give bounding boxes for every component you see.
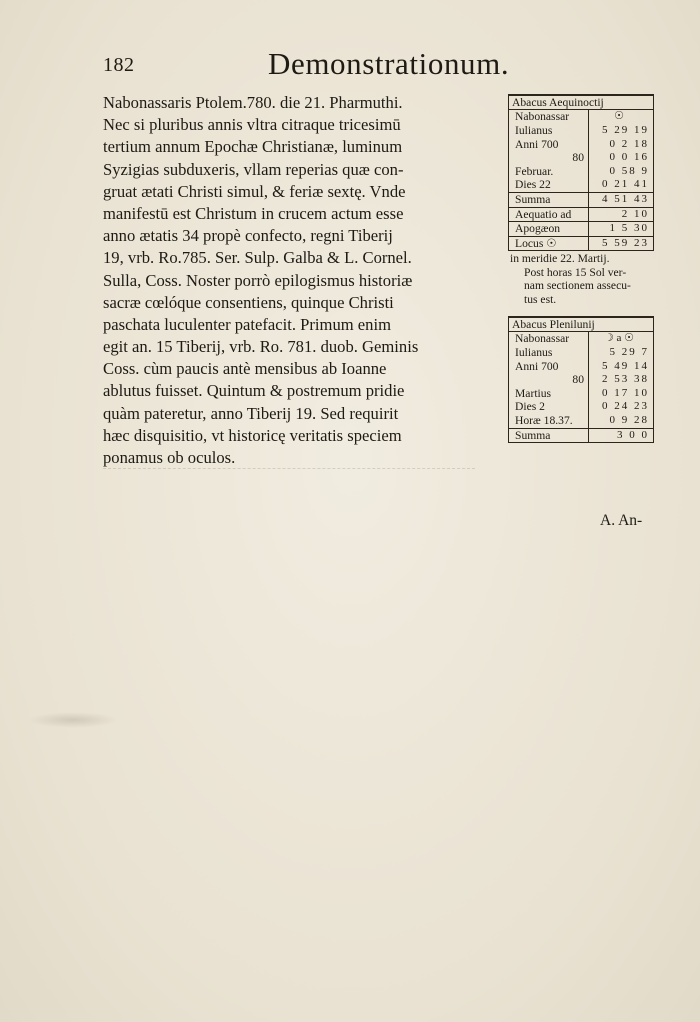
row-value: 0 2 18 — [609, 137, 649, 150]
table-row — [509, 414, 653, 428]
note-line: in meridie 22. Martij. — [510, 252, 610, 266]
table-row — [509, 387, 653, 401]
body-line: paschata luculenter patefacit. Primum enim — [103, 314, 391, 334]
apogaeon-row — [509, 221, 653, 236]
body-line: Nabonassaris Ptolem.780. die 21. Pharmuthi. — [103, 93, 403, 112]
table-row — [509, 360, 653, 374]
faint-show-through — [103, 468, 475, 469]
table-row — [509, 332, 653, 346]
row-label: 80 — [509, 151, 589, 165]
locus-value: 5 59 23 — [602, 236, 649, 249]
body-line: 19, vrb. Ro.785. Ser. Sulp. Galba & L. Cornel. — [103, 248, 412, 268]
row-label: Nabonassar — [509, 332, 589, 346]
body-line: hæc disquisitio, vt historicę veritatis speciem — [103, 425, 402, 445]
table-row — [509, 400, 653, 414]
row-label: Nabonassar — [509, 110, 589, 124]
row-value: 0 21 41 — [602, 178, 649, 191]
summa-label: Summa — [509, 429, 589, 443]
note-line: nam sectionem assecu- — [524, 279, 631, 293]
body-line: sacræ cœlóque consentiens, quinque Christi — [103, 292, 394, 312]
row-value: 0 24 23 — [602, 400, 649, 413]
row-value: 0 17 10 — [602, 386, 649, 399]
body-line: anno ætatis 34 propè confecto, regni Tiberij — [103, 226, 393, 246]
row-value: 5 29 19 — [602, 124, 649, 136]
abacus-aequinoctij-table — [508, 94, 654, 251]
row-label: Iulianus — [509, 346, 589, 360]
sun-symbol: ☉ — [614, 110, 624, 123]
table-row — [509, 110, 653, 124]
body-line: Nec si pluribus annis vltra citraque tricesimū — [103, 115, 401, 135]
body-line: Syzigias subduxeris, vllam reperias quæ con- — [103, 159, 404, 179]
locus-label: Locus ☉ — [509, 237, 589, 251]
table-row — [509, 346, 653, 360]
row-label: Anni 700 — [509, 360, 589, 374]
row-value: 0 58 9 — [609, 164, 649, 177]
ink-smudge — [28, 712, 118, 728]
body-line: ponamus ob oculos. — [103, 448, 236, 467]
row-label: Iulianus — [509, 124, 589, 138]
running-head: Demonstrationum. — [268, 46, 510, 81]
aequatio-value: 2 10 — [621, 207, 649, 220]
summa-value: 3 0 0 — [617, 428, 649, 441]
body-line: gruat ætati Christi simul, & feriæ sextę. Vnde — [103, 181, 406, 201]
row-value: 0 9 28 — [609, 413, 649, 426]
equinox-note — [508, 251, 654, 306]
catchword: A. An- — [600, 512, 643, 529]
row-value: 5 29 7 — [609, 345, 649, 358]
note-line: tus est. — [524, 292, 557, 306]
body-line: egit an. 15 Tiberij, vrb. Ro. 781. duob. Geminis — [103, 337, 419, 357]
summa-value: 4 51 43 — [602, 192, 649, 205]
row-value: 5 49 14 — [602, 359, 649, 372]
body-line: Sulla, Coss. Noster porrò epilogismus historiæ — [103, 270, 413, 290]
row-value: 2 53 38 — [602, 373, 649, 386]
note-line: Post horas 15 Sol ver- — [524, 265, 627, 279]
body-line: Coss. cùm paucis antè mensibus ab Ioanne — [103, 359, 387, 379]
row-label: Dies 22 — [509, 178, 589, 192]
body-text — [103, 92, 475, 469]
table-title: Abacus Plenilunij — [509, 318, 653, 332]
summa-row — [509, 192, 653, 207]
locus-row — [509, 236, 653, 251]
moon-sun-symbols: ☽ a ☉ — [603, 332, 635, 345]
body-line: tertium annum Epochæ Christianæ, luminum — [103, 137, 403, 157]
body-line: ablutus fuisset. Quintum & postremum pridie — [103, 381, 405, 401]
summa-label: Summa — [509, 193, 589, 207]
body-line: manifestū est Christum in crucem actum esse — [103, 203, 404, 223]
row-value: 0 0 16 — [609, 151, 649, 164]
margin-tables — [508, 94, 654, 443]
row-label: Februar. — [509, 165, 589, 179]
table-row — [509, 151, 653, 165]
body-line: quàm pateretur, anno Tiberij 19. Sed requirit — [103, 403, 399, 423]
apogaeon-value: 1 5 30 — [609, 222, 649, 235]
summa-row — [509, 428, 653, 443]
table-row — [509, 178, 653, 192]
page-number: 182 — [103, 54, 135, 76]
table-row — [509, 373, 653, 387]
table-row — [509, 124, 653, 138]
row-label: 80 — [509, 373, 589, 387]
row-label: Martius — [509, 387, 589, 401]
table-title: Abacus Aequinoctij — [509, 96, 653, 110]
row-label: Horæ 18.37. — [509, 414, 589, 428]
table-row — [509, 165, 653, 179]
aequatio-row — [509, 207, 653, 222]
apogaeon-label: Apogæon — [509, 222, 589, 236]
row-label: Dies 2 — [509, 400, 589, 414]
abacus-plenilunii-table — [508, 316, 654, 443]
row-label: Anni 700 — [509, 138, 589, 152]
table-row — [509, 138, 653, 152]
aequatio-label: Aequatio ad — [509, 208, 589, 222]
